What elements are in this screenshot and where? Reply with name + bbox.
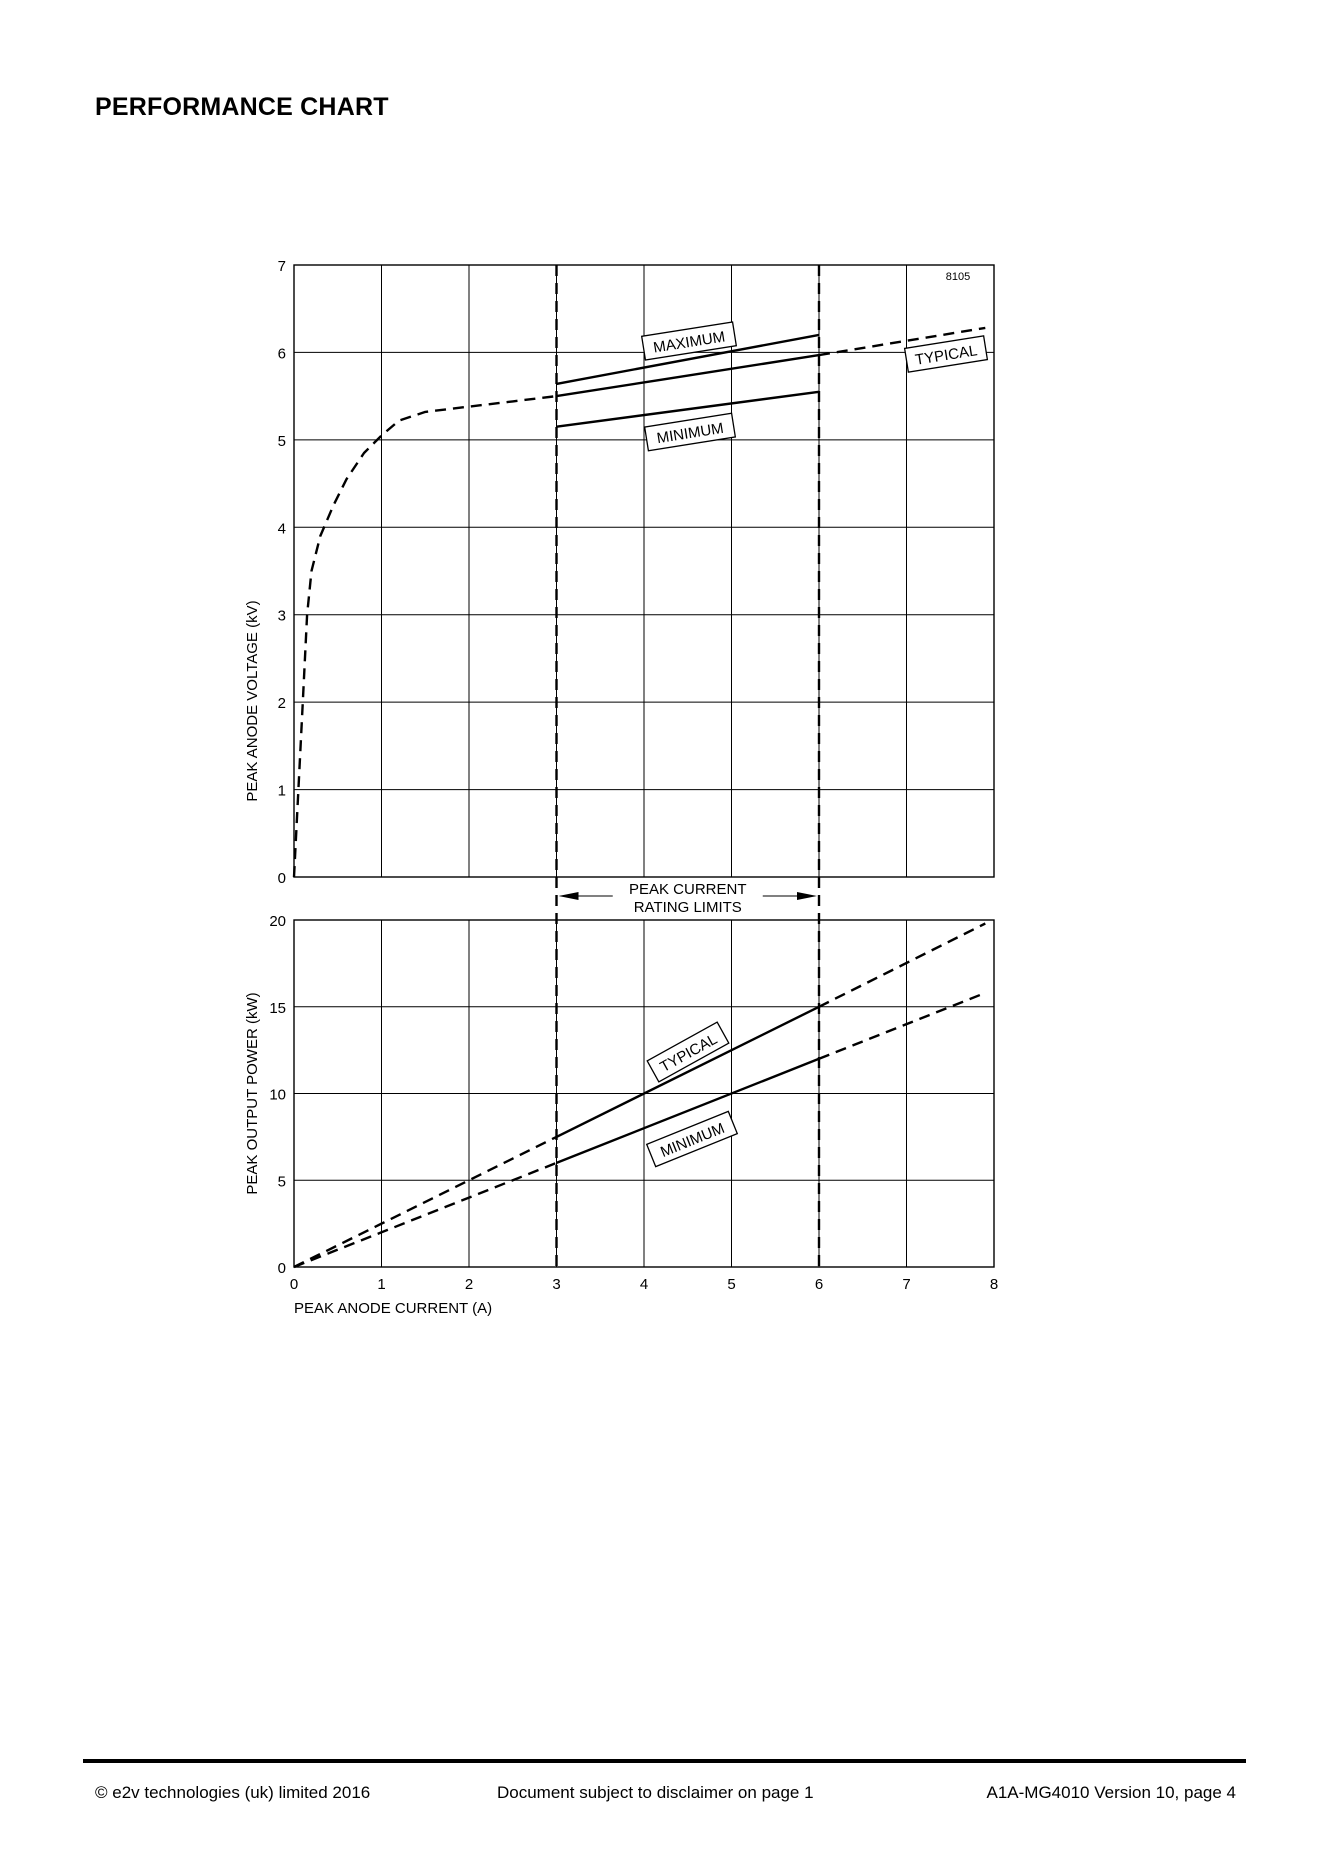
power-chart-series-typical-line xyxy=(294,1137,557,1267)
footer-rule xyxy=(83,1759,1246,1763)
rating-limits-label-line2: RATING LIMITS xyxy=(633,899,742,916)
rating-limits-arrowhead-right xyxy=(797,892,817,900)
power-chart-xtick-label: 6 xyxy=(814,1276,824,1293)
power-chart-series-typical-line xyxy=(819,924,985,1007)
power-chart-xtick-label: 4 xyxy=(639,1276,649,1293)
voltage-chart-series-typical-line xyxy=(294,396,557,877)
voltage-axis-label: PEAK ANODE VOLTAGE (kV) xyxy=(244,600,261,802)
tag-maximum-voltage xyxy=(642,322,737,360)
power-chart-xtick-label: 5 xyxy=(727,1276,736,1293)
rating-limits-arrowhead-left xyxy=(559,892,579,900)
power-chart-ytick-label: 20 xyxy=(269,913,286,930)
power-chart-ytick-label: 15 xyxy=(269,999,286,1017)
rating-limits-label-line1: PEAK CURRENT xyxy=(628,881,747,898)
voltage-chart-ytick-label: 1 xyxy=(277,782,286,800)
power-chart-xtick-label: 1 xyxy=(377,1276,386,1293)
voltage-chart-ytick-label: 7 xyxy=(277,258,286,275)
tag-minimum-power-text: MINIMUM xyxy=(658,1119,728,1161)
voltage-chart-ytick-label: 5 xyxy=(277,432,286,450)
power-chart-xtick-label: 3 xyxy=(552,1276,561,1293)
voltage-chart-ytick-label: 6 xyxy=(277,345,286,363)
voltage-chart-ytick-label: 3 xyxy=(277,607,286,625)
power-chart-ytick-label: 0 xyxy=(277,1260,286,1277)
power-chart-ytick-label: 5 xyxy=(277,1173,286,1191)
power-chart-series-minimum-line xyxy=(294,1163,557,1267)
power-chart-series-minimum-line xyxy=(819,993,985,1059)
tag-maximum-voltage-text: MAXIMUM xyxy=(652,328,727,357)
power-chart-xtick-label: 8 xyxy=(989,1276,999,1293)
footer-document-ref: A1A-MG4010 Version 10, page 4 xyxy=(986,1783,1236,1802)
current-axis-label: PEAK ANODE CURRENT (A) xyxy=(294,1300,493,1317)
page-title: PERFORMANCE CHART xyxy=(95,93,389,121)
footer-disclaimer: Document subject to disclaimer on page 1 xyxy=(497,1783,814,1802)
voltage-chart-ytick-label: 4 xyxy=(277,520,286,538)
tag-typical-power-text: TYPICAL xyxy=(657,1030,721,1076)
figure-number: 8105 xyxy=(945,271,971,283)
voltage-chart-ytick-label: 0 xyxy=(277,870,286,887)
tag-minimum-power xyxy=(647,1111,738,1166)
voltage-chart-ytick-label: 2 xyxy=(277,695,286,713)
power-chart-ytick-label: 10 xyxy=(269,1086,286,1104)
tag-minimum-voltage xyxy=(645,413,736,450)
tag-typical-voltage-text: TYPICAL xyxy=(914,342,979,369)
tag-minimum-voltage-text: MINIMUM xyxy=(655,419,725,448)
power-chart-xtick-label: 0 xyxy=(289,1276,299,1293)
power-chart-xtick-label: 7 xyxy=(902,1276,911,1293)
power-chart-xtick-label: 2 xyxy=(464,1276,474,1293)
power-chart-series-typical-line xyxy=(557,1007,820,1137)
tag-typical-voltage xyxy=(905,336,988,372)
footer-copyright: © e2v technologies (uk) limited 2016 xyxy=(95,1783,371,1802)
power-axis-label: PEAK OUTPUT POWER (kW) xyxy=(244,992,261,1195)
